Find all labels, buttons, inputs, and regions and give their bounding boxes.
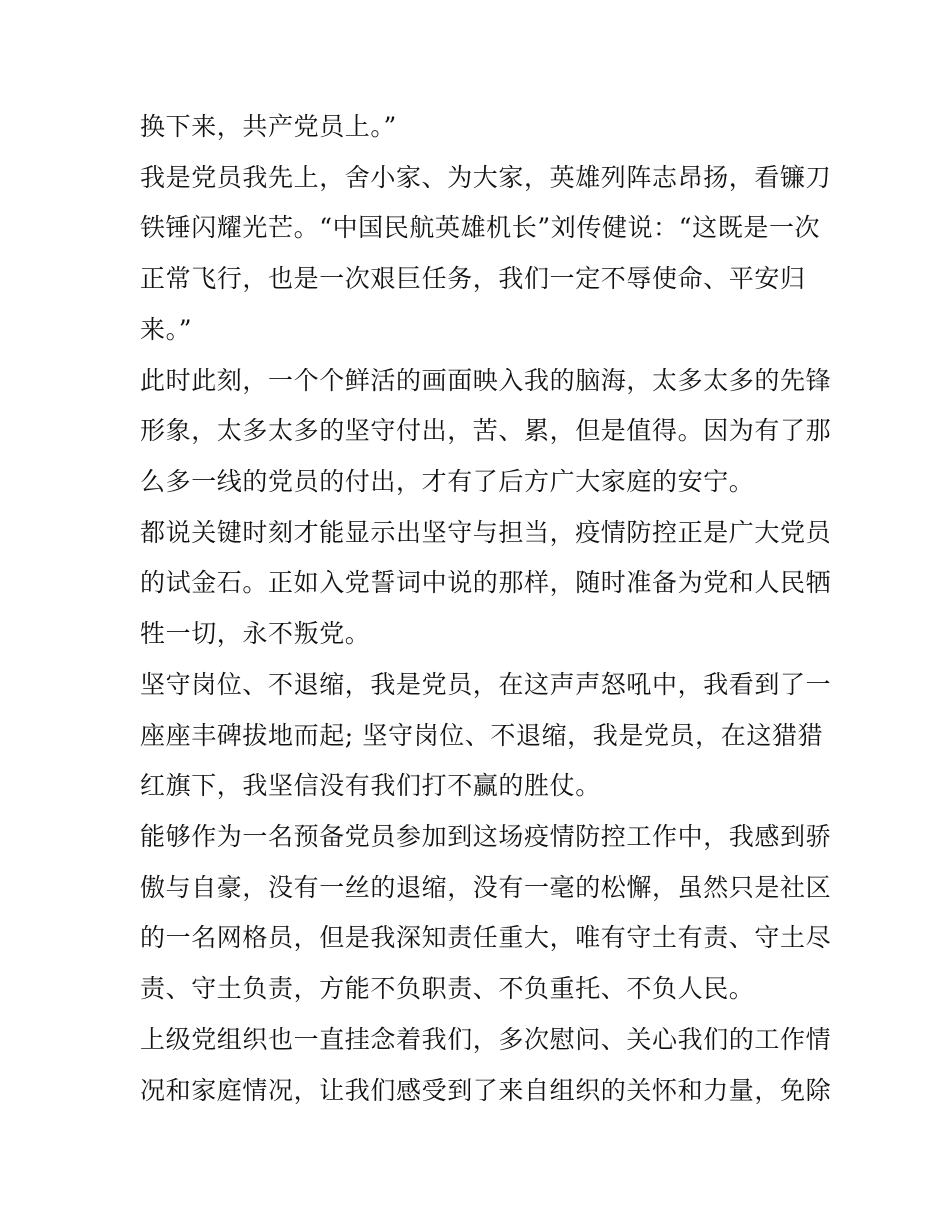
text-line: 铁锤闪耀光芒。“中国民航英雄机长”刘传健说：“这既是一次: [140, 213, 821, 242]
text-line: 正常飞行，也是一次艰巨任务，我们一定不辱使命、平安归: [140, 264, 806, 293]
text-line: 的一名网格员，但是我深知责任重大，唯有守土有责、守土尽: [140, 923, 832, 952]
text-line: 坚守岗位、不退缩，我是党员，在这声声怒吼中，我看到了一: [140, 670, 832, 699]
text-line: 责、守土负责，方能不负职责、不负重托、不负人民。: [140, 974, 755, 1003]
text-line: 上级党组织也一直挂念着我们，多次慰问、关心我们的工作情: [140, 1025, 832, 1054]
text-line: 傲与自豪，没有一丝的退缩，没有一毫的松懈，虽然只是社区: [140, 873, 832, 902]
text-line: 么多一线的党员的付出，才有了后方广大家庭的安宁。: [140, 467, 755, 496]
text-line: 牲一切，永不叛党。: [140, 619, 371, 648]
text-line: 能够作为一名预备党员参加到这场疫情防控工作中，我感到骄: [140, 822, 832, 851]
text-line: 红旗下，我坚信没有我们打不赢的胜仗。: [140, 771, 601, 800]
text-line: 换下来，共产党员上。”: [140, 112, 397, 141]
text-line: 此时此刻，一个个鲜活的画面映入我的脑海，太多太多的先锋: [140, 366, 832, 395]
text-line: 我是党员我先上，舍小家、为大家，英雄列阵志昂扬，看镰刀: [140, 163, 832, 192]
text-line: 都说关键时刻才能显示出坚守与担当，疫情防控正是广大党员: [140, 518, 832, 547]
text-line: 座座丰碑拔地而起; 坚守岗位、不退缩，我是党员，在这猎猎: [140, 721, 824, 750]
text-line: 来。”: [140, 315, 193, 344]
text-line: 的试金石。正如入党誓词中说的那样，随时准备为党和人民牺: [140, 568, 832, 597]
text-line: 形象，太多太多的坚守付出，苦、累，但是值得。因为有了那: [140, 416, 832, 445]
text-line: 况和家庭情况，让我们感受到了来自组织的关怀和力量，免除: [140, 1076, 832, 1105]
